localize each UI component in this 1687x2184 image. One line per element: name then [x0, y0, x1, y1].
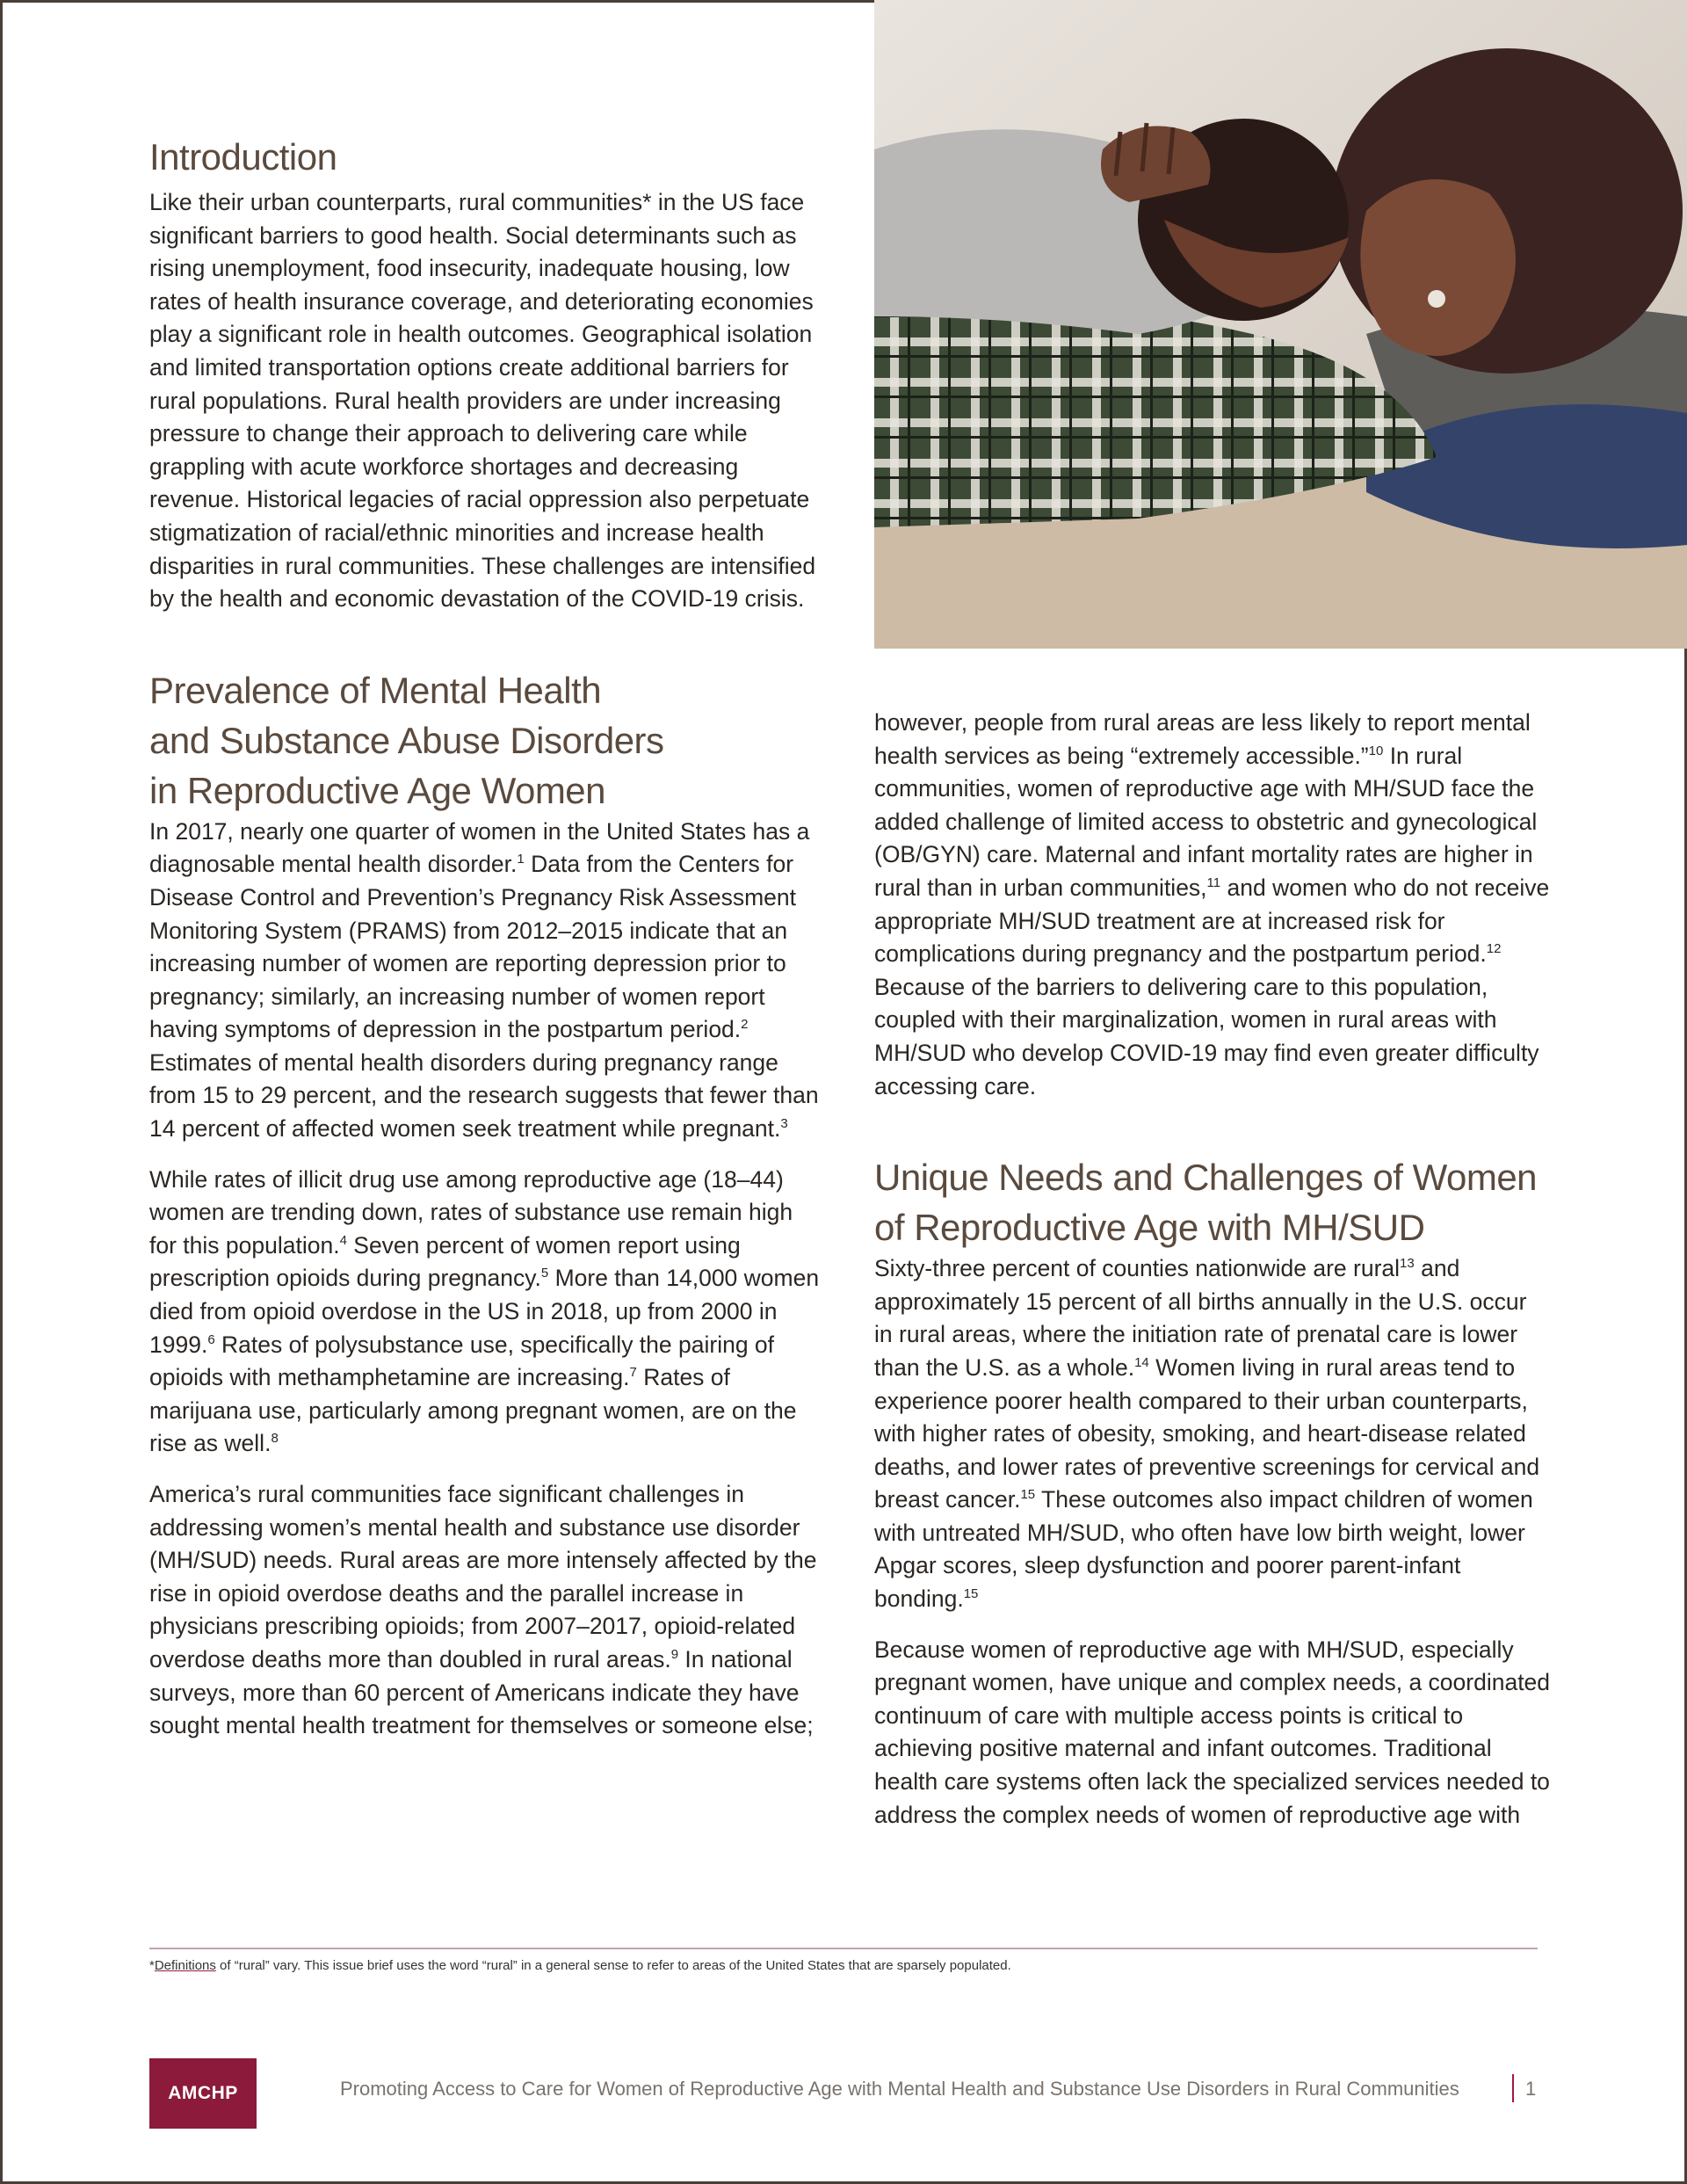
- footnote: *Definitions of “rural” vary. This issue brief uses the word “rural” in a general sense to refer to areas of the United States that are sparsely populated.: [149, 1958, 1011, 1973]
- prevalence-paragraph-2: While rates of illicit drug use among reproductive age (18–44) women are trending down, rates of substance use remain high for this population.$^4$ Seven percent of women report using prescription opioids during pregnancy.$^5$ More than 14,000 women died from opioid overdose in the US in 2018, up from 2000 in 1999.$^6$ Rates of polysubstance use, specifically the pairing of opioids with methamphetamine are increasing.$^7$ Rates of marijuana use, particularly among pregnant women, are on the rise as well.$^8$: [149, 1165, 820, 1457]
- intro-heading: Introduction: [149, 136, 337, 178]
- prevalence-paragraph-1: In 2017, nearly one quarter of women in the United States has a diagnosable mental health disorder.$^1$ Data from the Centers for Disease Control and Prevention’s Pregnancy Risk Assessment Monitoring System (PRAMS) from 2012–2015 indicate that an increasing number of women are reporting depression prior to pregnancy; similarly, an increasing number of women report having symptoms of depression in the postpartum period.$^2$ Estimates of mental health disorders during pregnancy range from 15 to 29 percent, and the research suggests that fewer than 14 percent of affected women seek treatment while pregnant.$^3$: [149, 817, 819, 1143]
- amchp-logo: AMCHP: [149, 2058, 257, 2129]
- unique-heading-line-2: of Reproductive Age with MH/SUD: [874, 1207, 1425, 1249]
- citation-7: 7: [629, 1365, 637, 1381]
- citation-9: 9: [670, 1647, 679, 1663]
- citation-3: 3: [780, 1116, 788, 1132]
- citation-2: 2: [741, 1017, 749, 1033]
- citation-15a: 15: [1020, 1487, 1036, 1503]
- citation-10: 10: [1368, 743, 1384, 758]
- intro-paragraph: Like their urban counterparts, rural communities* in the US face significant barriers to good health. Social determinants such as rising unemployment, food insecurity, inadequate housing, low rates of health insurance coverage, and deteriorating economies play a significant role in health outcomes. Geographical isolation and limited transportation options create additional barriers for rural populations. Rural health providers are under increasing pressure to change their approach to delivering care while grappling with acute workforce shortages and decreasing revenue. Historical legacies of racial oppression also perpetuate stigmatization of racial/ethnic minorities and increase health disparities in rural communities. These challenges are intensified by the health and economic devastation of the COVID-19 crisis.: [149, 189, 816, 613]
- prevalence-paragraph-3: America’s rural communities face significant challenges in addressing women’s mental health and substance use disorder (MH/SUD) needs. Rural areas are more intensely affected by the rise in opioid overdose deaths and the parallel increase in physicians prescribing opioids; from 2007–2017, opioid-related overdose deaths more than doubled in rural areas.$^9$ In national surveys, more than 60 percent of Americans indicate they have sought mental health treatment for themselves or someone else;: [149, 1481, 817, 1739]
- citation-13: 13: [1400, 1256, 1415, 1272]
- prevalence-heading: [149, 665, 826, 816]
- citation-8: 8: [271, 1431, 279, 1447]
- definitions-link[interactable]: Definitions: [154, 1958, 216, 1973]
- unique-paragraph-1: Sixty-three percent of counties nationwide are rural$^{13}$ and approximately 15 percent of all births annually in the U.S. occur in rural areas, where the initiation rate of prenatal care is lower than the U.S. as a whole.$^{14}$ Women living in rural areas tend to experience poorer health compared to their urban counterparts, with higher rates of obesity, smoking, and heart-disease related deaths, and lower rates of preventive screenings for cervical and breast cancer.$^{15}$ These outcomes also impact children of women with untreated MH/SUD, who often have low birth weight, lower Apgar scores, sleep dysfunction and poorer parent-infant bonding.$^{15}$: [874, 1255, 1540, 1613]
- citation-15b: 15: [963, 1586, 979, 1602]
- citation-4: 4: [339, 1233, 347, 1249]
- hero-photo: [874, 0, 1687, 649]
- citation-12: 12: [1486, 941, 1502, 957]
- prevalence-heading-line-1: Prevalence of Mental Health: [149, 669, 602, 711]
- citation-6: 6: [207, 1331, 215, 1347]
- citation-1: 1: [517, 852, 525, 867]
- unique-heading-line-1: Unique Needs and Challenges of Women: [874, 1157, 1538, 1199]
- footnote-divider: [149, 1948, 1538, 1949]
- citation-5: 5: [540, 1266, 549, 1281]
- left-column: [149, 132, 826, 1743]
- right-column: [874, 707, 1551, 1832]
- unique-paragraph-2: Because women of reproductive age with MH/SUD, especially pregnant women, have unique and complex needs, a coordinated continuum of care with multiple access points is critical to achieving positive maternal and infant outcomes. Traditional health care systems often lack the specialized services needed to address the complex needs of women of reproductive age with: [874, 1636, 1551, 1828]
- prevalence-heading-line-2: and Substance Abuse Disorders: [149, 719, 664, 761]
- citation-14: 14: [1134, 1355, 1149, 1371]
- unique-needs-heading: [874, 1152, 1551, 1252]
- citation-11: 11: [1206, 875, 1221, 891]
- prevalence-heading-line-3: in Reproductive Age Women: [149, 769, 606, 811]
- continued-paragraph: however, people from rural areas are less likely to report mental health services as being “extremely accessible.”$^{10}$ In rural communities, women of reproductive age with MH/SUD face the added challenge of limited access to obstetric and gynecological (OB/GYN) care. Maternal and infant mortality rates are higher in rural than in urban communities,$^{11}$ and women who do not receive appropriate MH/SUD treatment are at increased risk for complications during pregnancy and the postpartum period.$^{12}$ Because of the barriers to delivering care to this population, coupled with their marginalization, women in rural areas with MH/SUD who develop COVID-19 may find even greater difficulty accessing care.: [874, 709, 1550, 1099]
- footer-title: Promoting Access to Care for Women of Reproductive Age with Mental Health and Substance Use Disorders in Rural Communities: [340, 2078, 1459, 2100]
- page-number: 1: [1525, 2078, 1537, 2100]
- footer-separator: [1512, 2074, 1514, 2102]
